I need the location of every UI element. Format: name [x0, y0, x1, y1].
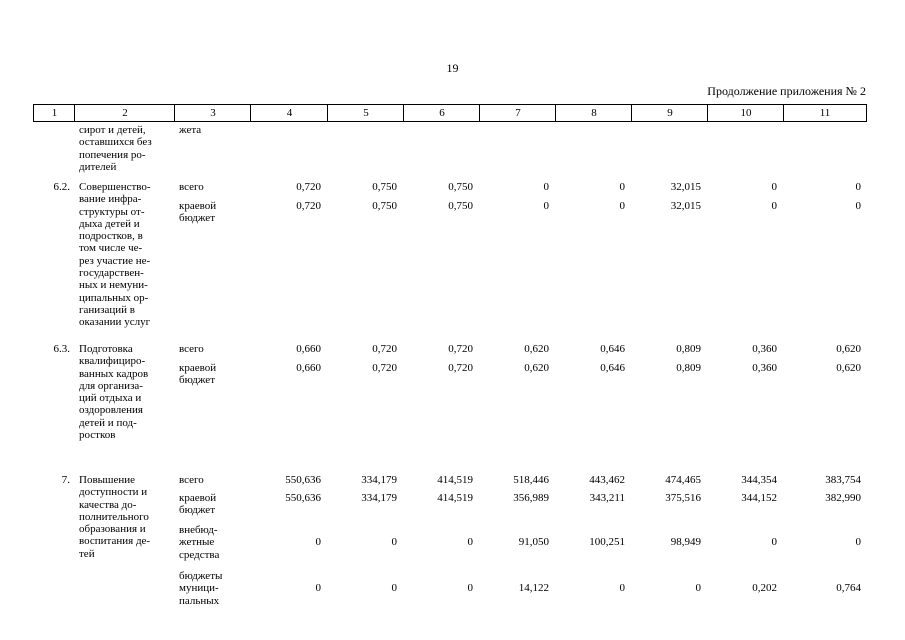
- value-cell: 0,620: [524, 362, 549, 374]
- table-column-header-row: [33, 104, 867, 122]
- funding-source: [179, 343, 204, 355]
- funding-source-line: жетные: [179, 536, 215, 549]
- value-cell: 0,720: [296, 181, 321, 193]
- funding-source: [179, 362, 216, 387]
- row-name-line: дыха детей и: [79, 217, 140, 230]
- funding-source-line: муници-: [179, 582, 219, 595]
- value-cell: 0: [771, 181, 777, 193]
- value-cell: 382,990: [825, 492, 861, 504]
- row-index: 7.: [61, 474, 70, 486]
- funding-source-line: краевой: [179, 200, 217, 212]
- value-cell: 0,720: [448, 362, 473, 374]
- funding-source: [179, 124, 201, 136]
- value-cell: 0,620: [836, 343, 861, 355]
- value-cell: 0,750: [372, 200, 397, 212]
- funding-source-line: бюджет: [179, 504, 215, 517]
- row-name-line: тей: [79, 547, 95, 560]
- value-cell: 334,179: [361, 474, 397, 486]
- funding-source-line: пальных: [179, 594, 220, 607]
- value-cell: 0: [855, 536, 861, 548]
- value-cell: 0: [315, 536, 321, 548]
- value-cell: 344,152: [741, 492, 777, 504]
- value-cell: 0: [771, 200, 777, 212]
- row-name-line: том числе че-: [79, 242, 143, 255]
- value-cell: 0,360: [752, 343, 777, 355]
- funding-source-line: краевой: [179, 492, 217, 504]
- value-cell: 0,809: [676, 362, 701, 374]
- value-cell: 0,764: [836, 582, 861, 594]
- value-cell: 343,211: [589, 492, 625, 504]
- row-name-line: ванных кадров: [79, 367, 149, 380]
- value-cell: 0,620: [524, 343, 549, 355]
- funding-source-line: всего: [179, 474, 204, 486]
- funding-source-line: бюджет: [179, 374, 215, 387]
- value-cell: 0,720: [372, 343, 397, 355]
- value-cell: 100,251: [589, 536, 625, 548]
- appendix-note: Продолжение приложения № 2: [707, 84, 866, 98]
- funding-source-line: внебюд-: [179, 524, 218, 536]
- value-cell: 98,949: [670, 536, 701, 548]
- funding-source-line: жета: [179, 124, 202, 136]
- value-cell: 0,660: [296, 362, 321, 374]
- funding-source: [179, 492, 216, 517]
- value-cell: 414,519: [437, 492, 473, 504]
- funding-source-line: всего: [179, 343, 204, 355]
- row-index: 6.3.: [53, 343, 70, 355]
- value-cell: 0,720: [296, 200, 321, 212]
- value-cell: 0: [391, 536, 397, 548]
- funding-source: [179, 524, 219, 561]
- row-name-line: полнительного: [79, 510, 149, 523]
- row-name-line: детей и под-: [79, 416, 137, 429]
- value-cell: 0,809: [676, 343, 701, 355]
- row-name: [79, 124, 152, 173]
- funding-source-line: всего: [179, 181, 204, 193]
- value-cell: 334,179: [361, 492, 397, 504]
- row-name-line: подростков, в: [79, 230, 143, 243]
- column-header-2: 2: [74, 104, 175, 122]
- funding-source: [179, 570, 222, 607]
- row-name-line: ципальных ор-: [79, 291, 149, 304]
- row-name-line: ростков: [79, 429, 116, 442]
- row-name-line: образования и: [79, 523, 146, 536]
- value-cell: 0: [771, 536, 777, 548]
- funding-source: [179, 200, 216, 225]
- row-name-line: государствен-: [79, 267, 144, 280]
- column-header-6: 6: [403, 104, 480, 122]
- value-cell: 474,465: [665, 474, 701, 486]
- value-cell: 0: [391, 582, 397, 594]
- value-cell: 0: [619, 200, 625, 212]
- value-cell: 0,620: [836, 362, 861, 374]
- row-name-line: квалифициро-: [79, 355, 146, 368]
- funding-source-line: краевой: [179, 362, 217, 374]
- row-name-line: оставшихся без: [79, 136, 152, 149]
- value-cell: 443,462: [589, 474, 625, 486]
- value-cell: 375,516: [665, 492, 701, 504]
- funding-source-line: бюджеты: [179, 570, 223, 582]
- row-name: [79, 343, 148, 441]
- value-cell: 0: [543, 200, 549, 212]
- column-header-4: 4: [250, 104, 328, 122]
- value-cell: 14,122: [518, 582, 549, 594]
- row-name-line: ных и немуни-: [79, 279, 148, 292]
- row-name-line: ганизаций в: [79, 303, 135, 316]
- value-cell: 32,015: [670, 181, 701, 193]
- value-cell: 0,720: [372, 362, 397, 374]
- column-header-3: 3: [174, 104, 251, 122]
- value-cell: 0: [467, 536, 473, 548]
- column-header-5: 5: [327, 104, 404, 122]
- value-cell: 0,750: [448, 181, 473, 193]
- value-cell: 0,360: [752, 362, 777, 374]
- value-cell: 0,750: [372, 181, 397, 193]
- row-name-line: рез участие не-: [79, 254, 151, 267]
- column-header-10: 10: [707, 104, 784, 122]
- value-cell: 0: [467, 582, 473, 594]
- row-name-line: оказании услуг: [79, 316, 151, 329]
- value-cell: 0: [543, 181, 549, 193]
- row-name-line: для организа-: [79, 379, 143, 392]
- funding-source-line: бюджет: [179, 212, 215, 225]
- row-name-line: Совершенство-: [79, 181, 151, 193]
- column-header-7: 7: [479, 104, 556, 122]
- value-cell: 0: [619, 181, 625, 193]
- value-cell: 0: [855, 181, 861, 193]
- value-cell: 0,646: [600, 362, 625, 374]
- funding-source: [179, 181, 204, 193]
- column-header-11: 11: [783, 104, 867, 122]
- value-cell: 0,646: [600, 343, 625, 355]
- value-cell: 0: [855, 200, 861, 212]
- value-cell: 91,050: [518, 536, 549, 548]
- column-header-1: 1: [33, 104, 75, 122]
- row-name-line: воспитания де-: [79, 535, 151, 548]
- row-name-line: Подготовка: [79, 343, 133, 355]
- page-number: 19: [446, 61, 459, 75]
- row-name-line: структуры от-: [79, 205, 145, 218]
- funding-source: [179, 474, 204, 486]
- value-cell: 0,720: [448, 343, 473, 355]
- value-cell: 0,202: [752, 582, 777, 594]
- value-cell: 0: [315, 582, 321, 594]
- value-cell: 550,636: [285, 474, 321, 486]
- row-name: [79, 181, 151, 329]
- row-name-line: доступности и: [79, 486, 148, 499]
- value-cell: 344,354: [741, 474, 777, 486]
- row-name-line: оздоровления: [79, 404, 143, 417]
- value-cell: 550,636: [285, 492, 321, 504]
- value-cell: 414,519: [437, 474, 473, 486]
- row-name-line: сирот и детей,: [79, 124, 146, 136]
- row-name-line: качества до-: [79, 498, 137, 511]
- row-name-line: попечения ро-: [79, 148, 146, 161]
- row-name-line: вание инфра-: [79, 193, 142, 206]
- column-header-8: 8: [555, 104, 632, 122]
- value-cell: 383,754: [825, 474, 861, 486]
- row-index: 6.2.: [53, 181, 70, 193]
- value-cell: 356,989: [513, 492, 549, 504]
- row-name-line: Повышение: [79, 474, 136, 486]
- value-cell: 32,015: [670, 200, 701, 212]
- value-cell: 0,750: [448, 200, 473, 212]
- value-cell: 0: [695, 582, 701, 594]
- column-header-9: 9: [631, 104, 708, 122]
- value-cell: 518,446: [513, 474, 549, 486]
- value-cell: 0: [619, 582, 625, 594]
- value-cell: 0,660: [296, 343, 321, 355]
- row-name-line: дителей: [79, 160, 117, 173]
- row-name-line: ций отдыха и: [79, 392, 142, 405]
- funding-source-line: средства: [179, 548, 220, 561]
- row-name: [79, 474, 150, 560]
